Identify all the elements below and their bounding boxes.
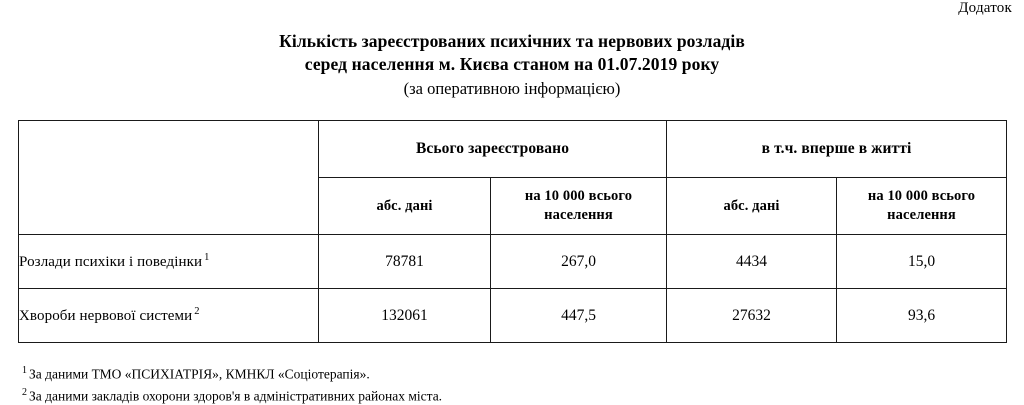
cell-nervous-first-per-10000: 93,6 (837, 289, 1007, 343)
footnotes-block (22, 362, 442, 405)
footnote-2-text: За даними закладів охорони здоров'я в адміністративних районах міста. (29, 388, 443, 403)
cell-mental-total-absolute: 78781 (319, 235, 491, 289)
footnote-1-text: За даними ТМО «ПСИХІАТРІЯ», КМНКЛ «Соціотерапія». (29, 366, 370, 382)
cell-nervous-total-per-10000: 447,5 (491, 289, 667, 343)
table-row (19, 235, 1007, 289)
row-label-text: Розлади психіки і поведінки (19, 254, 203, 270)
appendix-label: Додаток (958, 0, 1012, 16)
group-header-first-time: в т.ч. вперше в житті (667, 121, 1007, 178)
footnote-1 (22, 362, 442, 384)
cell-mental-first-absolute: 4434 (667, 235, 837, 289)
cell-mental-total-per-10000: 267,0 (491, 235, 667, 289)
statistics-table (18, 120, 1007, 343)
sub-header-first-per-10000: на 10 000 всього населення (837, 178, 1007, 235)
sub-header-total-per-10000: на 10 000 всього населення (491, 178, 667, 235)
page-subtitle: (за оперативною інформацією) (403, 79, 621, 98)
row-label-text: Хвороби нервової системи (19, 308, 193, 324)
document-title-block (0, 30, 1024, 100)
page-title-line-2: серед населення м. Києва станом на 01.07.2019 року (304, 54, 720, 74)
group-header-total: Всього зареєстровано (319, 121, 667, 178)
sub-header-total-absolute: абс. дані (319, 178, 491, 235)
cell-nervous-first-absolute: 27632 (667, 289, 837, 343)
row-footnote-mark: 1 (204, 252, 210, 263)
sub-header-first-absolute: абс. дані (667, 178, 837, 235)
cell-nervous-total-absolute: 132061 (319, 289, 491, 343)
row-label-mental-disorders (19, 235, 319, 289)
table-row (19, 289, 1007, 343)
table-corner-cell (19, 121, 319, 235)
row-footnote-mark: 2 (194, 306, 200, 317)
footnote-2-mark: 2 (22, 386, 27, 398)
footnote-1-mark: 1 (22, 365, 27, 376)
footnote-2 (22, 384, 442, 405)
row-label-nervous-diseases (19, 289, 319, 343)
page-title-line-1: Кількість зареєстрованих психічних та нервових розладів (279, 31, 745, 51)
table-header-row-groups (19, 121, 1007, 178)
cell-mental-first-per-10000: 15,0 (837, 235, 1007, 289)
